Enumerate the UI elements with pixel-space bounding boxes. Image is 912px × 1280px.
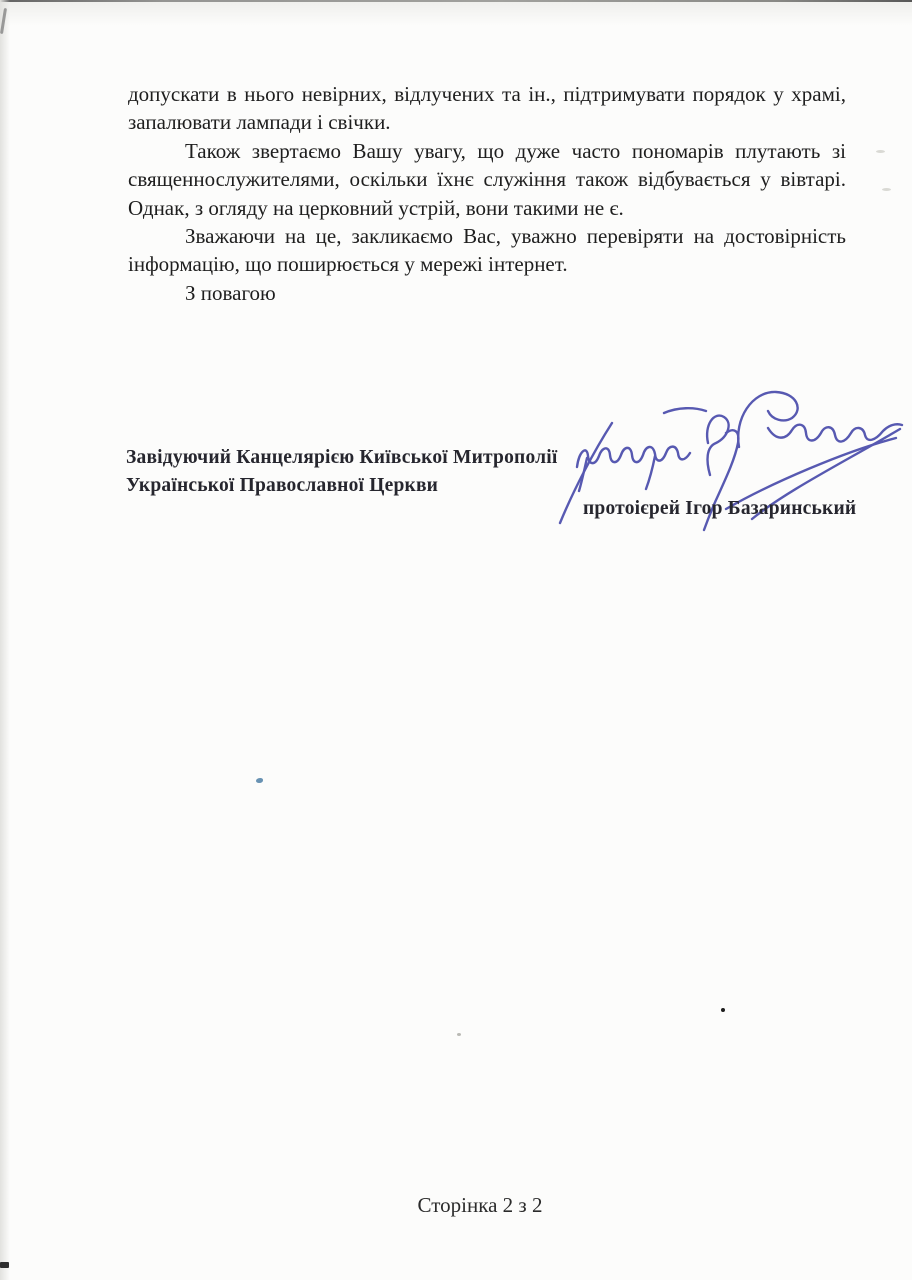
dust-speck [882, 188, 891, 191]
closing-salutation: З повагою [185, 280, 276, 305]
paragraph: Зважаючи на це, закликаємо Вас, уважно перевіряти на достовірність інформацію, що поширюється у мережі інтернет. [128, 224, 846, 277]
signee-name: протоієрей Ігор Базаринський [583, 498, 857, 519]
scan-mark-bottom-left [0, 1262, 9, 1268]
scan-left-shadow [0, 0, 10, 1280]
dust-speck [876, 150, 885, 153]
signatory-title-line2: Української Православної Церкви [126, 475, 439, 496]
dust-speck [457, 1033, 461, 1036]
page-number-footer: Сторінка 2 з 2 [417, 1193, 543, 1217]
letter-body [128, 80, 846, 307]
scan-top-shadow [0, 2, 912, 26]
ink-speck [256, 778, 263, 783]
paragraph-continuation: допускати в нього невірних, відлучених та ін., підтримувати порядок у храмі, запалювати лампади і свічки. [128, 82, 846, 135]
signatory-title-line1: Завідуючий Канцелярією Київської Митрополії [126, 447, 558, 468]
signatory-title [126, 444, 566, 500]
paragraph: Також звертаємо Вашу увагу, що дуже часто пономарів плутають зі священнослужителями, оскільки їхнє служіння також відбувається у вівтарі. Однак, з огляду на церковний устрій, вони такими не є. [128, 138, 846, 220]
dust-speck [721, 1008, 725, 1012]
